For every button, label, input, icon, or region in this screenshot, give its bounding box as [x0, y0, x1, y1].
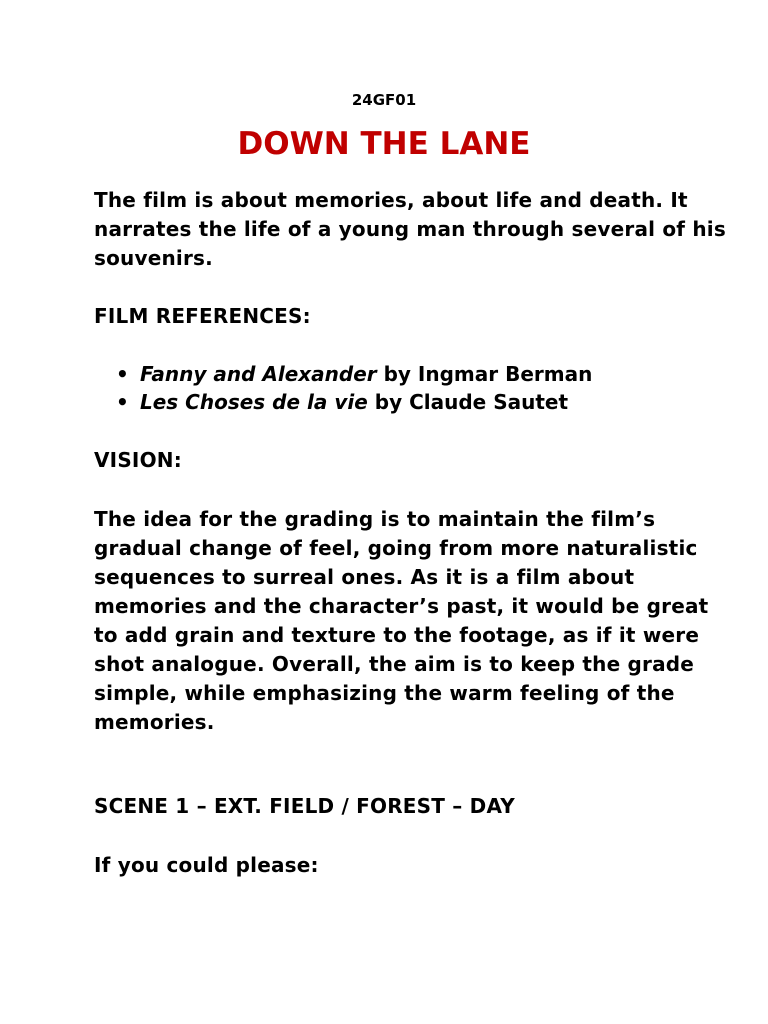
bullet-icon: • — [116, 362, 129, 386]
film-references-heading: FILM REFERENCES: — [94, 304, 311, 328]
film-reference-byline: by Ingmar Berman — [376, 362, 593, 386]
vision-paragraph: The idea for the grading is to maintain the film’s gradual change of feel, going from more naturalistic sequences to surreal ones. As it is a film about memories and the character’s past, it would be great to add grain and texture to the footage, as if it were shot analogue. Overall, the aim is to keep the grade simple, while emphasizing the warm feeling of the memories. — [94, 507, 709, 734]
film-reference-item — [94, 388, 734, 416]
film-reference-byline: by Claude Sautet — [367, 390, 569, 414]
request-line: If you could please: — [94, 853, 319, 877]
bullet-icon: • — [116, 390, 129, 414]
film-references-list — [94, 360, 734, 416]
film-reference-title: Les Choses de la vie — [140, 390, 368, 414]
film-reference-title: Fanny and Alexander — [140, 362, 377, 386]
vision-heading: VISION: — [94, 448, 182, 472]
intro-paragraph: The film is about memories, about life and death. It narrates the life of a young man through several of his souvenirs. — [94, 188, 726, 270]
document-code: 24GF01 — [351, 91, 417, 109]
scene-heading: SCENE 1 – EXT. FIELD / FOREST – DAY — [94, 794, 515, 818]
document-title: DOWN THE LANE — [237, 126, 531, 162]
film-reference-item — [94, 360, 734, 388]
